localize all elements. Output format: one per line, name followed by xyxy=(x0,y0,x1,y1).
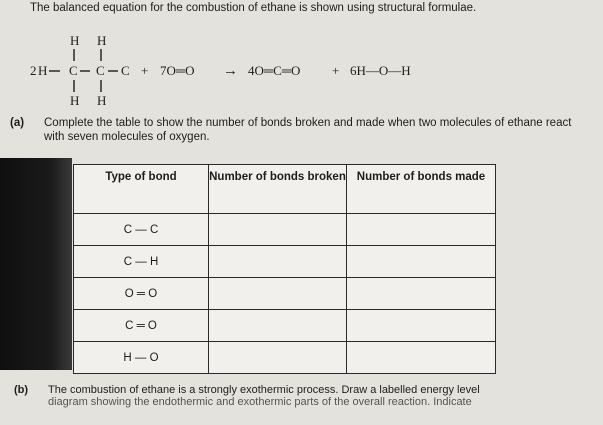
bonds-made-cell[interactable] xyxy=(347,342,496,374)
bonds-broken-cell[interactable] xyxy=(209,214,347,246)
question-b xyxy=(14,384,599,408)
bonds-broken-cell[interactable] xyxy=(209,342,347,374)
equation-atom-h: H xyxy=(97,33,107,48)
table-row xyxy=(74,310,496,342)
bonds-table xyxy=(73,164,496,374)
question-b-label: (b) xyxy=(14,384,29,396)
bonds-broken-cell[interactable] xyxy=(209,310,347,342)
reaction-arrow: → xyxy=(223,63,238,79)
table-row xyxy=(74,342,496,374)
table-row xyxy=(74,214,496,246)
header-type-of-bond: Type of bond xyxy=(74,165,209,214)
table-row xyxy=(74,278,496,310)
equation-atom-h: H xyxy=(70,93,80,108)
bond-type-cell: C — H xyxy=(74,246,209,278)
bonds-broken-cell[interactable] xyxy=(209,246,347,278)
equation-atom-h: H xyxy=(70,33,80,48)
equation-carbon-dioxide: 4O═C═O xyxy=(248,63,301,78)
bonds-made-cell[interactable] xyxy=(347,214,496,246)
equation-atom-c: C xyxy=(121,63,130,78)
equation-plus: + xyxy=(332,63,340,78)
bond-type-cell: O ═ O xyxy=(74,278,209,310)
equation-atom-c: C xyxy=(96,63,105,78)
header-bonds-made: Number of bonds made xyxy=(347,165,496,214)
bond-type-cell: C ═ O xyxy=(74,310,209,342)
equation-coefficient: 2 xyxy=(30,63,37,78)
equation-plus: + xyxy=(141,63,149,78)
table-row xyxy=(74,246,496,278)
bonds-made-cell[interactable] xyxy=(347,246,496,278)
question-a-text: Complete the table to show the number of bonds broken and made when two molecules of ethane react with seven molecules of oxygen. xyxy=(44,117,572,143)
ethane-combustion-equation xyxy=(0,28,603,112)
intro-text: The balanced equation for the combustion of ethane is shown using structural formulae. xyxy=(30,2,477,14)
question-a xyxy=(10,116,590,144)
equation-water: 6H—O—H xyxy=(350,63,411,78)
page-shadow xyxy=(0,158,72,370)
equation-atom-h: H xyxy=(97,93,107,108)
bonds-made-cell[interactable] xyxy=(347,278,496,310)
table-header-row xyxy=(74,165,496,214)
question-a-label: (a) xyxy=(10,117,25,129)
equation-atom-c: C xyxy=(69,63,78,78)
equation-oxygen: 7O═O xyxy=(160,63,195,78)
bond-type-cell: C — C xyxy=(74,214,209,246)
question-b-line-2: diagram showing the endothermic and exothermic parts of the overall reaction. Indicate xyxy=(48,396,472,408)
bonds-made-cell[interactable] xyxy=(347,310,496,342)
question-b-line-1: The combustion of ethane is a strongly exothermic process. Draw a labelled energy level xyxy=(48,384,480,396)
bonds-broken-cell[interactable] xyxy=(209,278,347,310)
equation-atom-h: H xyxy=(38,63,48,78)
header-bonds-broken: Number of bonds broken xyxy=(209,165,347,214)
bond-type-cell: H — O xyxy=(74,342,209,374)
